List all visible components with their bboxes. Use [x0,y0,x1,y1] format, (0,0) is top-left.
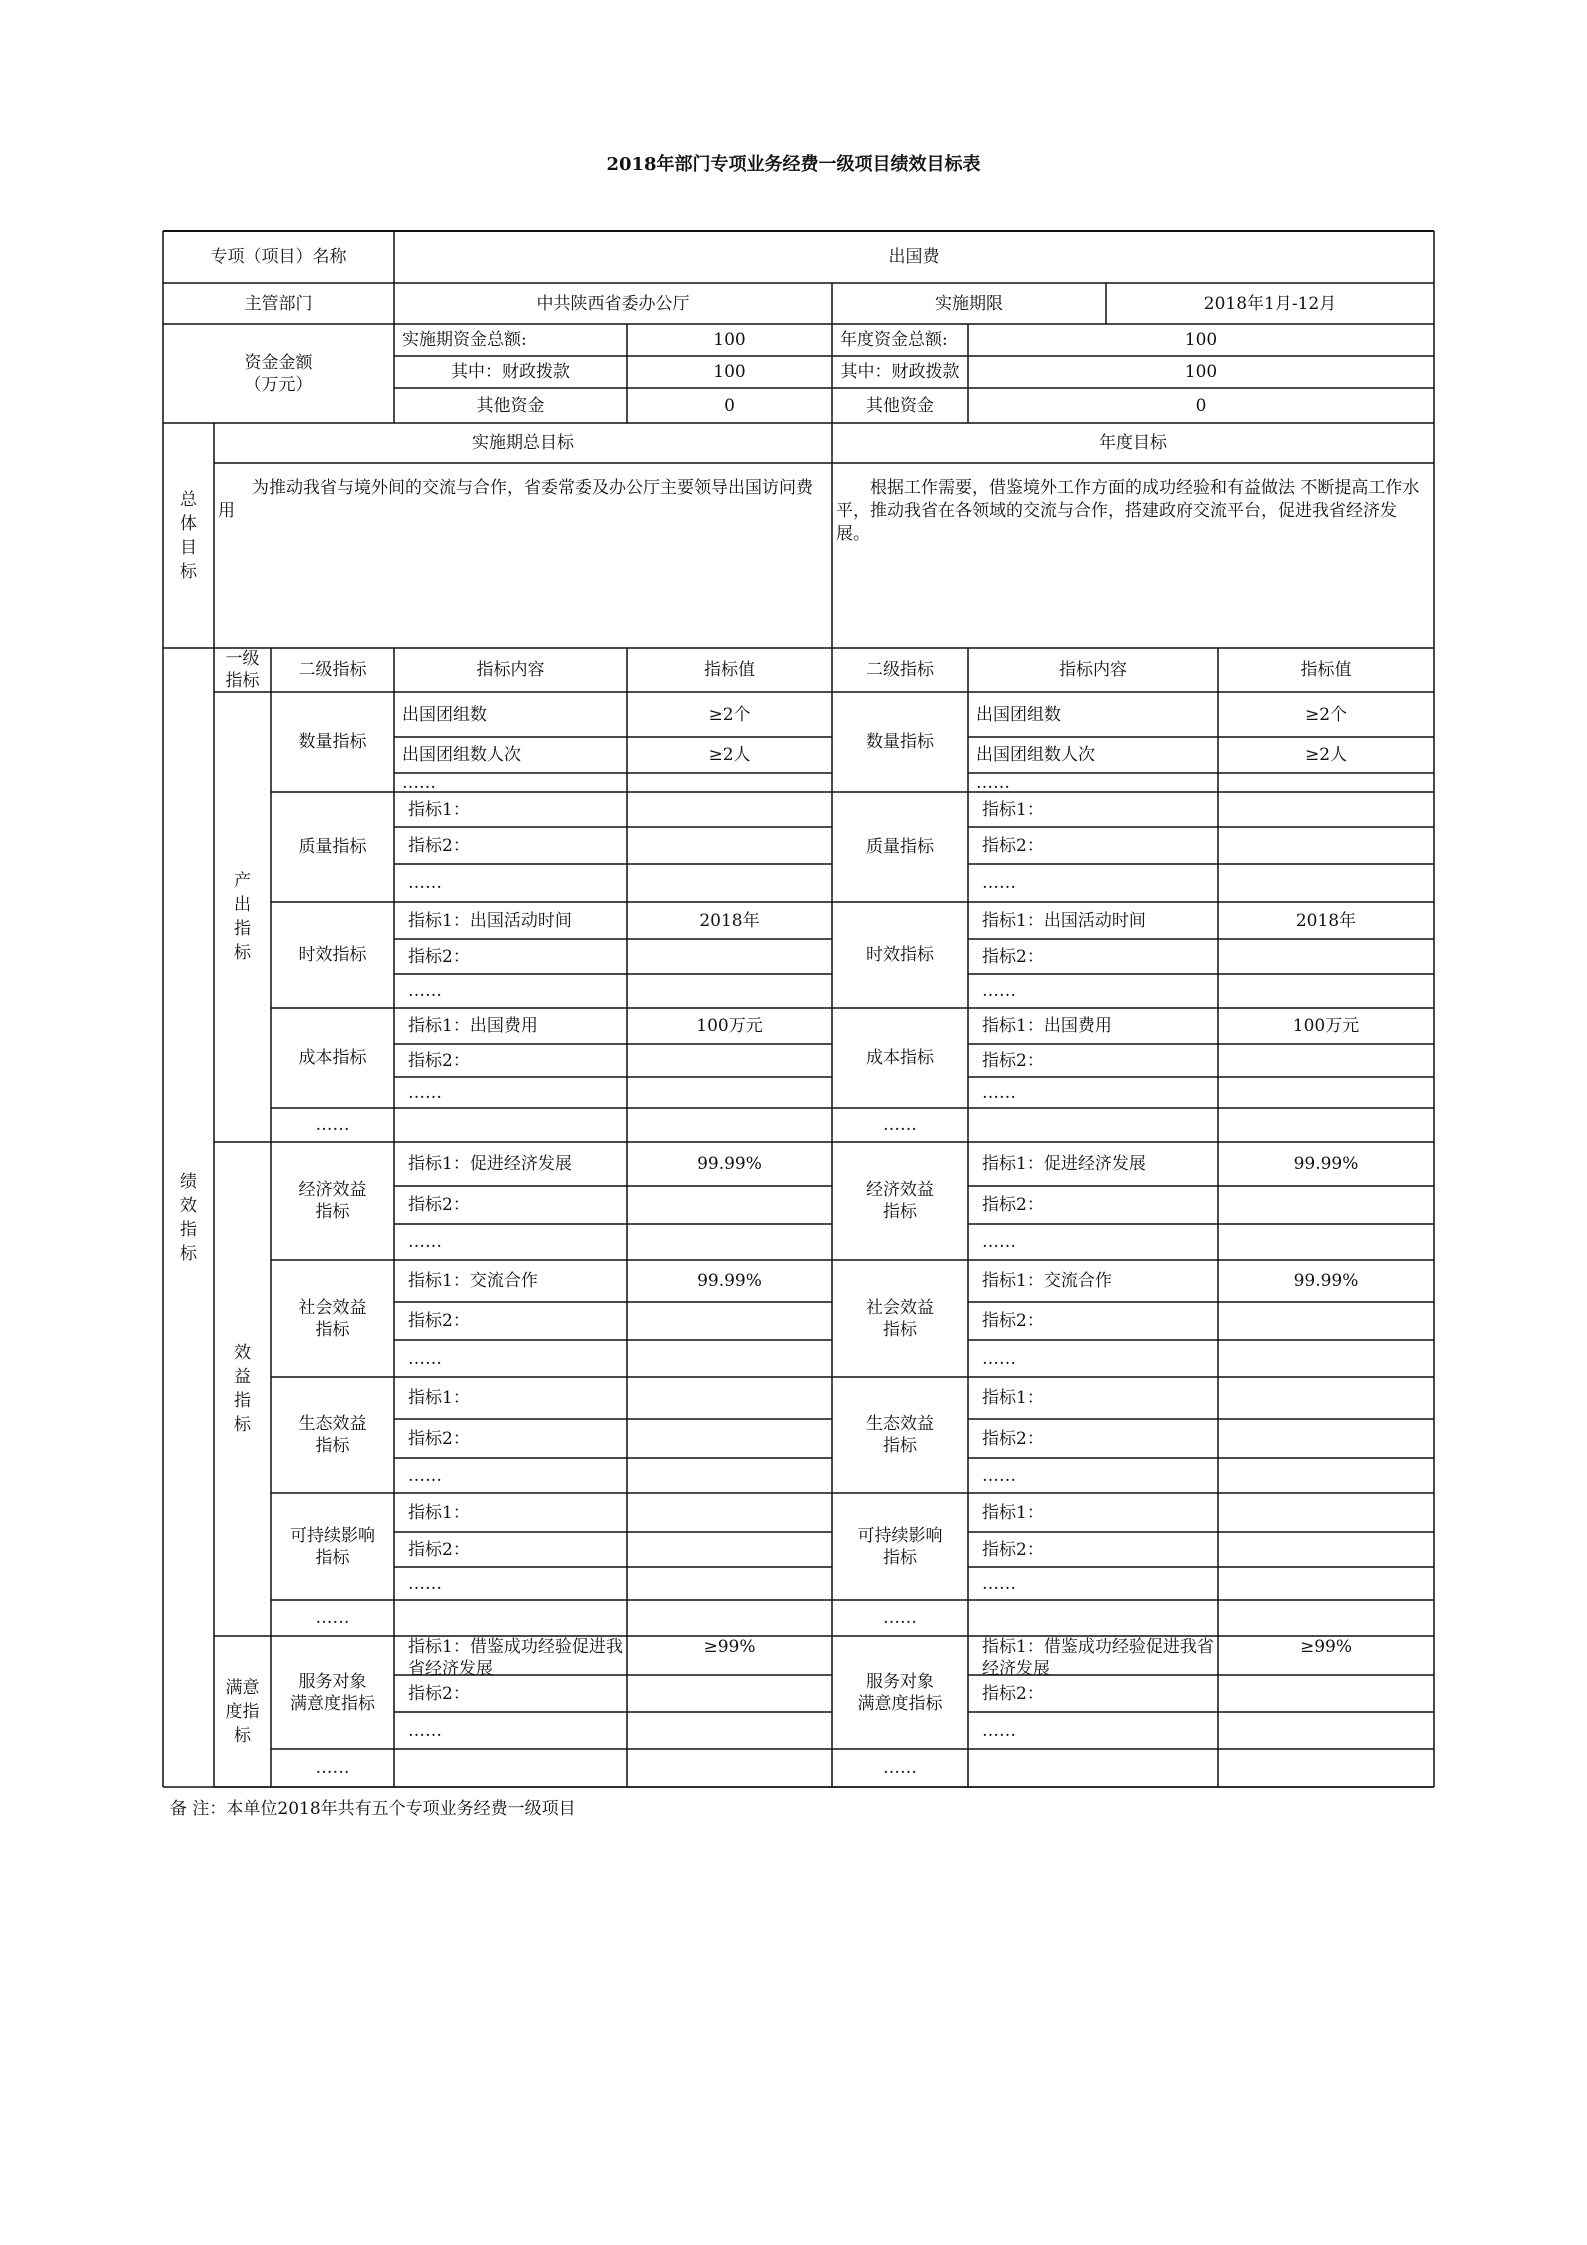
indicator-content: 指标1：借鉴成功经验促进我省经济发展 [408,1637,623,1675]
annual-goal-text: 根据工作需要，借鉴境外工作方面的成功经验和有益做法 不断提高工作水平，推动我省在各领域的交流与合作，搭建政府交流平台，促进我省经济发展。 [836,478,1420,544]
indicator-content: 指标1：促进经济发展 [408,1154,572,1174]
level2-label-annual: 生态效益 指标 [866,1414,934,1456]
indicator-content: 指标1： [408,1388,470,1408]
indicator-value [627,792,832,827]
indicator-content-annual: 指标1： [982,1502,1044,1523]
indicator-value [627,1567,832,1600]
indicator-value-annual [1218,1377,1434,1419]
indicator-value-annual: 100万元 [1292,1016,1360,1036]
indicator-value: ≥2个 [708,704,751,725]
level2-label-annual: 经济效益 指标 [866,1180,934,1222]
period-value: 2018年1月-12月 [1203,293,1337,314]
indicator-content: …… [408,1082,442,1103]
indicator-value [627,939,832,974]
indicator-value: 100万元 [696,1016,763,1036]
indicator-value-annual [1218,1186,1434,1224]
indicator-value-annual [1218,1340,1434,1377]
col-value-header-annual: 指标值 [1300,660,1352,680]
indicator-content: …… [408,1573,442,1594]
level2-label-annual: 可持续影响 指标 [857,1525,943,1568]
indicator-value-annual [1218,864,1434,902]
indicator-content-annual: 指标2： [982,1195,1044,1215]
document-title: 2018年部门专项业务经费一级项目绩效目标表 [606,154,981,175]
indicator-content-annual: …… [982,1465,1016,1486]
level2-ellipsis-annual: …… [883,1608,917,1628]
indicator-content-annual: 指标2： [982,1050,1044,1071]
indicator-value [627,1493,832,1532]
indicator-value [627,974,832,1008]
indicator-value-annual: 2018年 [1295,910,1357,931]
indicator-content-annual: …… [982,1082,1016,1103]
annual-other-funds-label: 其他资金 [866,395,934,416]
annual-funds-value: 100 [1184,330,1218,350]
indicator-content-annual: …… [982,1573,1016,1594]
period-goal-text: 为推动我省与境外间的交流与合作，省委常委及办公厅主要领导出国访问费用 [218,478,813,521]
indicator-content-annual: 指标1：促进经济发展 [982,1154,1146,1174]
level2-label: 质量指标 [298,837,367,857]
period-goal-header: 实施期总目标 [472,433,574,453]
indicator-content: …… [408,1232,442,1252]
indicator-content: 指标2： [408,835,470,856]
fiscal-funds-label: 其中：财政拨款 [451,362,570,382]
dept-value: 中共陕西省委办公厅 [536,293,690,314]
indicator-value [627,1044,832,1077]
indicator-value-annual [1218,792,1434,827]
indicator-value: ≥2人 [708,745,751,765]
indicator-content: …… [408,981,442,1001]
col-level2-header-annual: 二级指标 [866,660,934,680]
level2-label: 生态效益 指标 [298,1414,367,1456]
indicator-value-annual: ≥2人 [1304,745,1348,765]
indicator-content-annual: 出国团组数 [976,704,1061,725]
indicator-value-annual [1218,1675,1434,1712]
indicator-value-annual [1218,974,1434,1008]
indicator-value-annual [1218,773,1434,792]
indicator-content-annual: 指标2： [982,1683,1044,1704]
col-value-header: 指标值 [704,660,755,680]
indicator-value-annual [1218,1224,1434,1260]
indicator-value-annual [1218,827,1434,864]
indicator-content: 指标2： [408,1050,470,1071]
level2-ellipsis: …… [315,1608,350,1628]
level2-label: 时效指标 [298,945,367,965]
fiscal-funds-value: 100 [713,362,746,382]
period-label: 实施期限 [935,293,1003,314]
indicator-content: 指标1： [408,1502,470,1523]
indicator-value [627,1377,832,1419]
col-level2-header: 二级指标 [298,660,367,680]
indicator-content-annual: 指标1：出国费用 [982,1016,1112,1036]
level2-label-annual: 数量指标 [866,732,934,752]
level2-ellipsis: …… [315,1115,350,1135]
indicator-value [627,1712,832,1749]
indicator-content: 指标2： [408,1539,470,1560]
indicator-value [627,1419,832,1458]
level2-label-annual: 质量指标 [866,837,934,857]
indicator-value [627,773,832,792]
indicator-content-annual: 指标1： [982,799,1044,820]
indicator-value-annual: ≥2个 [1304,704,1348,725]
level2-label-annual: 服务对象 满意度指标 [857,1671,943,1714]
indicator-value-annual [1218,1077,1434,1108]
annual-goal-header: 年度目标 [1099,433,1167,453]
level2-label-annual: 成本指标 [866,1048,934,1068]
indicator-value [627,1458,832,1493]
indicator-value-annual: ≥99% [1299,1637,1353,1657]
indicator-content: 指标1： [408,799,470,820]
indicator-content-annual: 指标1：借鉴成功经验促进我省经济发展 [982,1637,1214,1675]
indicator-value [627,1186,832,1224]
level2-label: 可持续影响 指标 [290,1525,375,1568]
indicator-value [627,864,832,902]
indicator-content: 指标2： [408,1195,470,1215]
indicator-content-annual: 指标2： [982,946,1044,967]
level2-label: 服务对象 满意度指标 [290,1671,375,1714]
total-funds-label: 实施期资金总额: [402,330,527,350]
indicator-value [627,1224,832,1260]
indicator-content-annual: …… [982,1232,1016,1252]
level2-label-annual: 社会效益 指标 [866,1297,934,1340]
footnote: 备 注：本单位2018年共有五个专项业务经费一级项目 [170,1799,576,1819]
indicator-value-annual [1218,1419,1434,1458]
indicator-value: 99.99% [697,1154,762,1174]
indicator-content-annual: 指标2： [982,1539,1044,1560]
project-name-value: 出国费 [888,247,940,267]
indicator-content: …… [402,773,436,792]
level2-label: 数量指标 [298,732,367,752]
annual-fiscal-funds-value: 100 [1184,362,1218,382]
annual-other-funds-value: 0 [1195,395,1207,416]
indicator-content-annual: 指标1：交流合作 [982,1271,1112,1291]
performance-indicator-label: 绩 效 指 标 [180,1171,197,1264]
other-funds-value: 0 [724,395,735,416]
indicator-content: 指标1：交流合作 [408,1271,538,1291]
col-content-header-annual: 指标内容 [1059,660,1127,680]
indicator-value [627,1340,832,1377]
level1-label: 产 出 指 标 [234,871,251,963]
indicator-value [627,1675,832,1712]
indicator-content-annual: 指标2： [982,835,1044,856]
level2-label: 经济效益 指标 [298,1180,367,1222]
indicator-content-annual: …… [982,873,1016,893]
col-level1-header: 一级 指标 [225,649,260,691]
dept-label: 主管部门 [244,293,313,314]
level2-label: 成本指标 [298,1048,367,1068]
indicator-content-annual: …… [976,773,1010,792]
indicator-value [627,1532,832,1567]
indicator-content: 指标2： [408,1311,470,1331]
indicator-value: ≥99% [703,1637,756,1657]
indicator-content-annual: 出国团组数人次 [976,745,1095,765]
indicator-value [627,827,832,864]
annual-funds-label: 年度资金总额: [840,330,948,350]
overall-goal-label: 总 体 目 标 [180,489,197,582]
indicator-content: …… [408,1348,442,1369]
indicator-value-annual: 99.99% [1293,1154,1359,1174]
indicator-content: 指标2： [408,1428,470,1449]
indicator-value-annual [1218,1712,1434,1749]
col-content-header: 指标内容 [476,660,545,680]
indicator-value-annual [1218,1044,1434,1077]
indicator-content: 指标2： [408,1683,470,1704]
indicator-content-annual: 指标1： [982,1388,1044,1408]
level2-ellipsis-annual: …… [883,1758,917,1778]
indicator-value-annual [1218,1567,1434,1600]
indicator-content: 指标1：出国费用 [408,1016,538,1036]
indicator-value-annual [1218,939,1434,974]
indicator-content: …… [408,1720,442,1741]
indicator-content-annual: …… [982,981,1016,1001]
level2-label: 社会效益 指标 [298,1297,367,1340]
indicator-value [627,1077,832,1108]
indicator-content: 出国团组数人次 [402,745,521,765]
indicator-content-annual: …… [982,1348,1016,1369]
indicator-content: 指标2： [408,946,470,967]
total-funds-value: 100 [713,330,746,350]
annual-fiscal-funds-label: 其中：财政拨款 [840,362,960,382]
indicator-value [627,1302,832,1340]
level2-ellipsis-annual: …… [883,1115,917,1135]
indicator-value-annual [1218,1458,1434,1493]
indicator-content-annual: 指标2： [982,1311,1044,1331]
funds-label: 资金金额 （万元） [244,352,313,395]
indicator-content: …… [408,873,442,893]
other-funds-label: 其他资金 [476,395,545,416]
level1-label: 满意 度指 标 [225,1677,260,1746]
indicator-content-annual: 指标2： [982,1428,1044,1449]
indicator-content: 指标1：出国活动时间 [408,910,572,931]
indicator-value-annual [1218,1532,1434,1567]
indicator-value-annual [1218,1493,1434,1532]
indicator-content-annual: …… [982,1720,1016,1741]
indicator-content: 出国团组数 [402,704,487,725]
level1-label: 效 益 指 标 [234,1343,251,1435]
indicator-content-annual: 指标1：出国活动时间 [982,910,1146,931]
indicator-content: …… [408,1465,442,1486]
level2-label-annual: 时效指标 [866,945,934,965]
indicator-value-annual [1218,1302,1434,1340]
indicator-value: 2018年 [699,910,760,931]
indicator-value: 99.99% [697,1271,762,1291]
indicator-value-annual: 99.99% [1293,1271,1359,1291]
level2-ellipsis: …… [315,1758,350,1778]
project-name-label: 专项（项目）名称 [210,247,347,267]
